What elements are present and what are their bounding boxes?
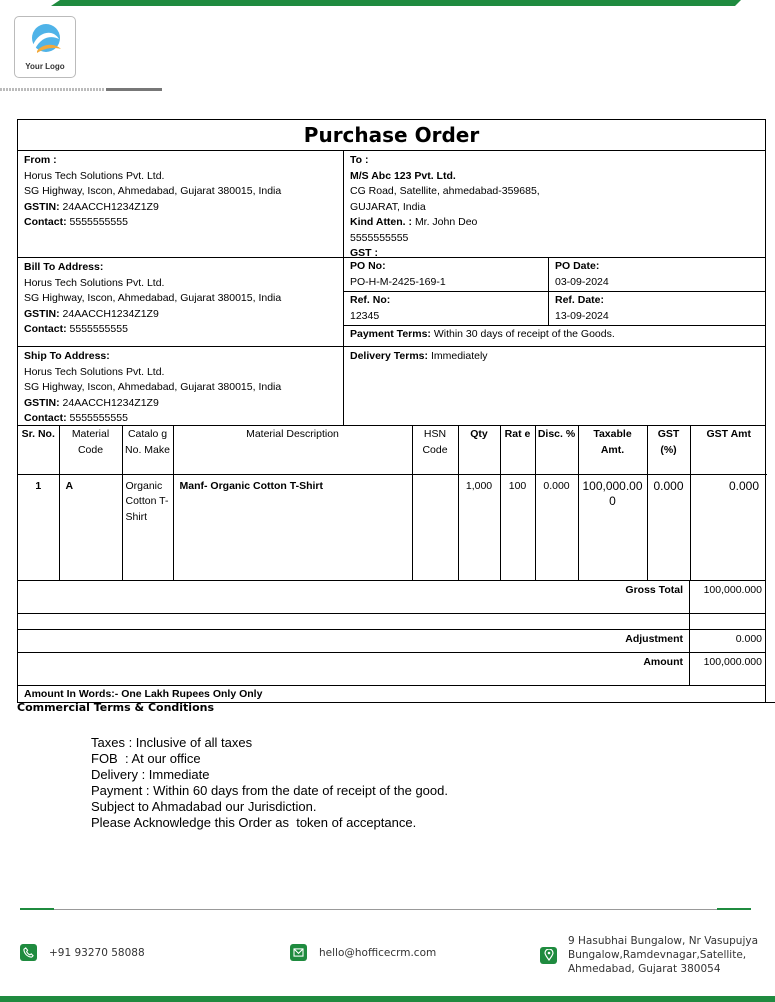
to-address-1: CG Road, Satellite, ahmedabad-359685, [350,185,540,197]
ship-to-gstin: 24AACCH1234Z1Z9 [62,396,159,409]
payment-value: Within 30 days of receipt of the Goods. [433,328,615,340]
bill-row [18,258,765,347]
blank-value [690,614,765,629]
adjustment-value: 0.000 [735,633,762,645]
footer-phone-text: +91 93270 58088 [49,946,145,959]
cell-rate: 100 [500,474,535,580]
adjustment-row [18,630,765,653]
ship-to-contact: 5555555555 [69,412,128,424]
ship-to-gstin-label: GSTIN: [24,396,60,409]
amount-in-words: Amount In Words:- One Lakh Rupees Only Only [18,686,775,703]
from-contact-label: Contact: [24,216,67,228]
bill-to-gstin-label: GSTIN: [24,307,60,320]
footer-email [290,944,436,961]
ref-date-label: Ref. Date: [555,294,605,306]
cell-catalog: Organic Cotton T-Shirt [122,474,173,580]
bill-to-address: SG Highway, Iscon, Ahmedabad, Gujarat 380015, India [24,292,282,304]
terms-list [91,735,448,831]
from-gstin: 24AACCH1234Z1Z9 [62,200,159,213]
col-header: Sr. No. [18,426,59,474]
footer-divider-accent [20,908,54,910]
term-line: Subject to Ahmadabad our Jurisdiction. [91,799,317,814]
footer-divider [54,909,717,910]
term-line: FOB : At our office [91,751,201,766]
top-accent-bar [0,0,775,6]
po-number-row [344,258,765,292]
ship-to-contact-label: Contact: [24,412,67,424]
from-contact: 5555555555 [69,216,128,228]
blank-row [18,614,765,630]
ship-to-block [18,347,344,425]
amount-value: 100,000.000 [703,656,762,668]
ref-no-cell [344,292,549,325]
footer-address-line: 9 Hasubhai Bungalow, Nr Vasupujya [568,935,759,947]
ref-no-label: Ref. No: [350,294,391,306]
footer-address-line: Ahmedabad, Gujarat 380054 [568,963,721,975]
blank-label [18,614,690,629]
cell-gst-pct: 0.000 [647,474,690,580]
to-company: M/S Abc 123 Pvt. Ltd. [350,169,456,182]
adjustment-label: Adjustment [18,630,690,652]
payment-terms [344,326,765,344]
ship-to-company: Horus Tech Solutions Pvt. Ltd. [24,365,165,378]
payment-label: Payment Terms: [350,328,431,340]
cell-taxable: 100,000.000 [578,474,647,580]
cell-description: Manf- Organic Cotton T-Shirt [173,474,412,580]
page-title: Purchase Order [18,120,765,151]
col-header: Rat e [500,426,535,474]
amount-row [18,653,765,686]
purchase-order [17,119,766,703]
delivery-block [344,347,765,425]
po-no-cell [344,258,549,291]
logo-swoosh-icon [27,21,65,59]
col-header: HSN Code [412,426,458,474]
ship-to-label: Ship To Address: [24,350,110,362]
po-details [344,258,765,346]
logo-text: Your Logo [25,62,65,71]
po-no: PO-H-M-2425-169-1 [350,275,446,288]
footer-divider-accent [717,908,751,910]
terms-title: Commercial Terms & Conditions [17,701,215,714]
location-pin-icon [540,947,557,964]
term-line: Delivery : Immediate [91,767,210,782]
delivery-label: Delivery Terms: [350,350,429,362]
phone-icon [20,944,37,961]
col-header: GST Amt [690,426,767,474]
bill-to-label: Bill To Address: [24,261,104,273]
cell-material-code: A [59,474,122,580]
col-header: Qty [458,426,500,474]
to-attn-label: Kind Atten. : [350,216,413,228]
ref-row [344,292,765,326]
bill-to-gstin: 24AACCH1234Z1Z9 [62,307,159,320]
table-row [18,474,767,580]
col-header: Taxable Amt. [578,426,647,474]
company-logo [14,16,76,78]
mail-icon [290,944,307,961]
to-gst-label: GST : [350,247,378,259]
footer-phone [20,944,145,961]
col-header: Material Code [59,426,122,474]
party-row [18,151,765,258]
ref-no: 12345 [350,309,380,322]
col-header: Material Description [173,426,412,474]
po-date-cell [549,258,765,291]
from-label: From : [24,154,57,166]
gross-total-label: Gross Total [18,581,690,613]
from-gstin-label: GSTIN: [24,200,60,213]
col-header: Disc. % [535,426,578,474]
bill-to-block [18,258,344,346]
bill-to-contact-label: Contact: [24,323,67,335]
bottom-accent-bar [0,996,775,1002]
footer-email-text: hello@hofficecrm.com [319,946,437,959]
to-block [344,151,765,257]
delivery-value: Immediately [430,350,488,362]
bill-to-company: Horus Tech Solutions Pvt. Ltd. [24,276,165,289]
po-no-label: PO No: [350,260,386,272]
footer-address [540,934,758,976]
from-company: Horus Tech Solutions Pvt. Ltd. [24,169,165,182]
header-divider [0,88,104,91]
gross-total-row [18,580,765,614]
ship-to-address: SG Highway, Iscon, Ahmedabad, Gujarat 380015, India [24,381,282,393]
header-divider-dark [106,88,162,91]
ship-row [18,347,765,426]
term-line: Payment : Within 60 days from the date of receipt of the good. [91,783,448,798]
items-table [18,426,767,580]
po-date-label: PO Date: [555,260,600,272]
amount-label: Amount [18,653,690,685]
term-line: Please Acknowledge this Order as token of acceptance. [91,815,417,830]
to-address-2: GUJARAT, India [350,200,426,213]
cell-gst-amt: 0.000 [728,478,759,493]
from-address: SG Highway, Iscon, Ahmedabad, Gujarat 380015, India [24,185,282,197]
ref-date: 13-09-2024 [555,309,609,322]
ref-date-cell [549,292,765,325]
to-phone: 5555555555 [350,231,409,244]
from-block [18,151,344,257]
col-header: Catalo g No. Make [122,426,173,474]
payment-row [344,326,765,344]
bill-to-contact: 5555555555 [69,323,128,335]
footer-address-line: Bungalow,Ramdevnagar,Satellite, [568,949,747,961]
cell-disc: 0.000 [535,474,578,580]
term-line: Taxes : Inclusive of all taxes [91,735,253,750]
to-label: To : [350,154,369,166]
cell-hsn [412,474,458,580]
cell-sr-no: 1 [18,474,59,580]
col-header: GST (%) [647,426,690,474]
to-attn: Mr. John Deo [414,216,478,228]
table-header-row [18,426,767,474]
po-date: 03-09-2024 [555,275,609,288]
gross-total-value: 100,000.000 [703,584,762,596]
cell-qty: 1,000 [458,474,500,580]
